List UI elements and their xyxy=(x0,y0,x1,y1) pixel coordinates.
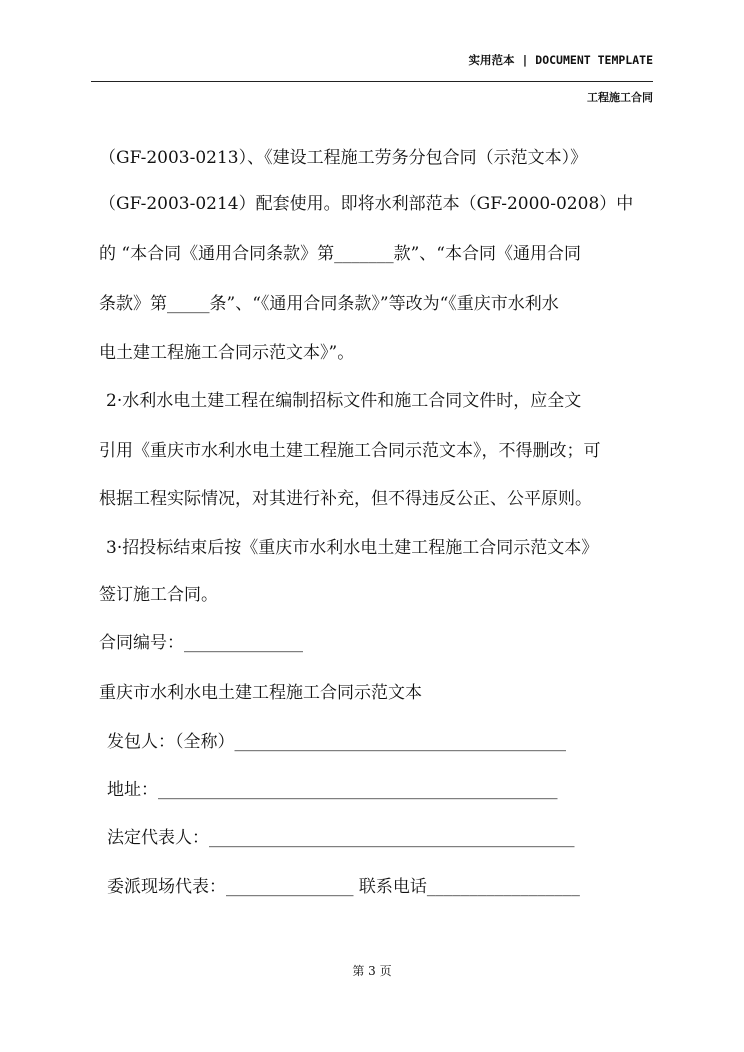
body-line-7: 引用《重庆市水利水电土建工程施工合同示范文本》，不得删改；可 xyxy=(99,441,601,461)
body-line-8: 根据工程实际情况，对其进行补充，但不得违反公正、公平原则。 xyxy=(99,489,592,509)
header-document-title: 工程施工合同 xyxy=(587,91,653,104)
body-line-2: （GF-2003-0214）配套使用。即将水利部范本（GF-2000-0208）中 xyxy=(99,194,634,214)
body-line-1: （GF-2003-0213）、《建设工程施工劳务分包合同（示范文本）》 xyxy=(99,148,588,168)
body-line-9: 3·招投标结束后按《重庆市水利水电土建工程施工合同示范文本》 xyxy=(106,538,599,558)
page-number: 第 3 页 xyxy=(352,964,392,978)
body-line-5: 电土建工程施工合同示范文本》”。 xyxy=(99,343,355,363)
legal-representative-field: 法定代表人：___________________________________________ xyxy=(107,828,575,848)
address-field: 地址：_______________________________________________ xyxy=(107,780,558,800)
site-representative-phone-field: 委派现场代表：_______________ 联系电话__________________ xyxy=(107,877,580,897)
header-divider xyxy=(91,81,653,82)
employer-name-field: 发包人：（全称）_______________________________________ xyxy=(107,732,566,752)
contract-number-field: 合同编号：______________ xyxy=(99,633,303,653)
body-line-10: 签订施工合同。 xyxy=(99,585,218,605)
contract-template-title: 重庆市水利水电土建工程施工合同示范文本 xyxy=(99,683,422,703)
body-line-6: 2·水利水电土建工程在编制招标文件和施工合同文件时，应全文 xyxy=(106,391,582,411)
body-line-4: 条款》第_____条”、“《通用合同条款》”等改为“《重庆市水利水 xyxy=(99,294,559,314)
header-document-template: 实用范本 | DOCUMENT TEMPLATE xyxy=(468,53,653,67)
body-line-3: 的 “本合同《通用合同条款》第_______款”、“本合同《通用合同 xyxy=(99,244,581,264)
